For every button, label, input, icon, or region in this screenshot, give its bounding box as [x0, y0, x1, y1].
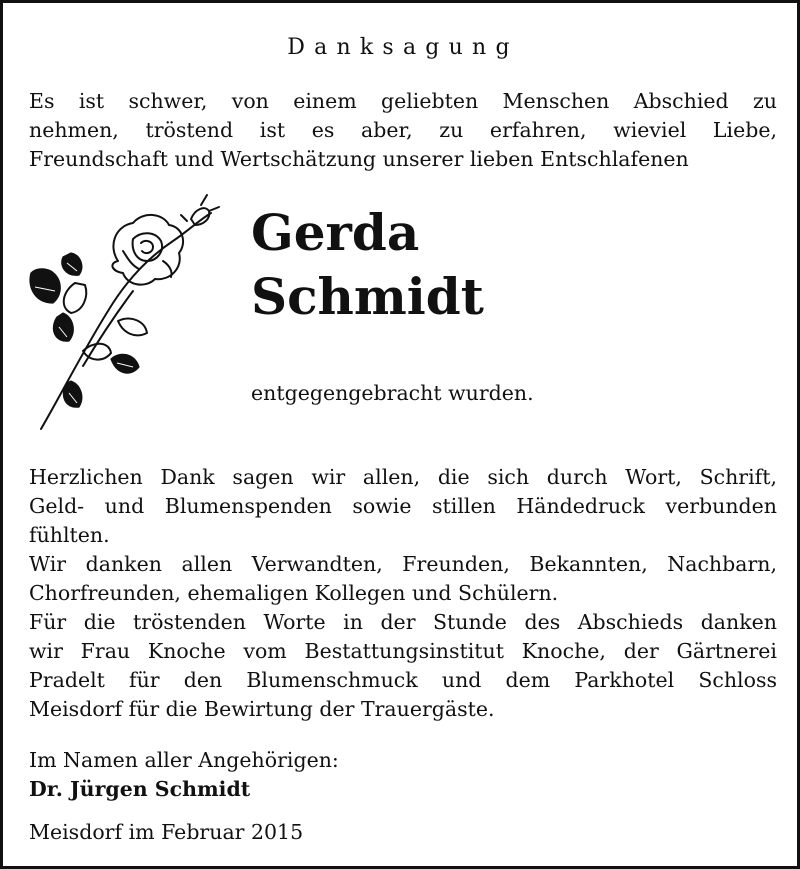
place-date: Meisdorf im Februar 2015	[29, 820, 304, 844]
body-line: fühlten.	[29, 523, 110, 547]
body-line: Chorfreunden, ehemaligen Kollegen und Schülern.	[29, 581, 559, 605]
deceased-name	[251, 201, 484, 329]
on-behalf-text: Im Namen aller Angehörigen:	[29, 748, 339, 772]
intro-line: nehmen, tröstend ist es aber, zu erfahren, wieviel Liebe,	[29, 118, 777, 142]
signer-name: Dr. Jürgen Schmidt	[29, 777, 251, 801]
rose-illustration	[23, 191, 223, 436]
body-line: Für die tröstenden Worte in der Stunde des Abschieds danken	[29, 610, 777, 634]
first-name: Gerda	[251, 203, 420, 262]
body-line: Pradelt für den Blumenschmuck und dem Parkhotel Schloss	[29, 668, 777, 692]
intro-line: Es ist schwer, von einem geliebten Menschen Abschied zu	[29, 89, 777, 113]
heading-danksagung: Danksagung	[287, 35, 519, 60]
intro-paragraph	[29, 87, 777, 174]
body-line: wir Frau Knoche vom Bestattungsinstitut Knoche, der Gärtnerei	[29, 639, 777, 663]
body-paragraph	[29, 463, 777, 724]
body-line: Meisdorf für die Bewirtung der Trauergäste.	[29, 697, 495, 721]
last-name: Schmidt	[251, 267, 484, 326]
body-line: Geld- und Blumenspenden sowie stillen Händedruck verbunden	[29, 494, 777, 518]
continuation-text: entgegengebracht wurden.	[251, 381, 534, 405]
body-line: Herzlichen Dank sagen wir allen, die sich durch Wort, Schrift,	[29, 465, 777, 489]
closing-block	[29, 746, 339, 804]
body-line: Wir danken allen Verwandten, Freunden, Bekannten, Nachbarn,	[29, 552, 777, 576]
intro-line: Freundschaft und Wertschätzung unserer lieben Entschlafenen	[29, 147, 689, 171]
